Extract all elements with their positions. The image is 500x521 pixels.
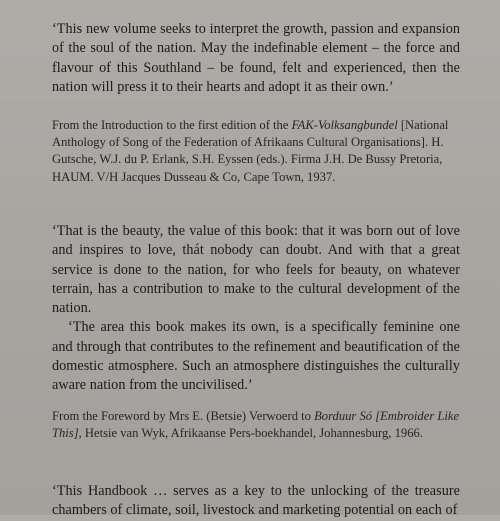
- quote-paragraph: ‘This Handbook … serves as a key to the unlocking of the treasure chambers of climate, soil, livestock and marketing potential on each of: [52, 483, 460, 519]
- quote-paragraph: ‘This new volume seeks to interpret the growth, passion and expansion of the soul of the nation. May the indefinable element – the force and flavour of this Southland – be found, felt and experienced, then the nation will press it to their hearts and adopt it as their own.’: [52, 21, 460, 95]
- citation-text: [52, 408, 460, 442]
- citation-title: Borduur Só [Embroider Like This]: [52, 409, 460, 441]
- citation-suffix: [National Anthology of Song of the Federation of Afrikaans Cultural Organisations]. H. Gutsche, W.J. du P. Erlank, S.H. Eyssen (eds.). Firma J.H. De Bussy Pretoria, HAUM. V/H Jacques Dusseau & Co, Cape Town, 1937.: [52, 118, 449, 184]
- quote-volksangbundel: [52, 20, 460, 97]
- quote-paragraph-1: ‘That is the beauty, the value of this book: that it was born out of love and inspires to love, thát nobody can doubt. And with that a great service is done to the nation, for who feels for beauty, on whatever terrain, has a contribution to make to the cultural development of the nation.: [52, 223, 460, 317]
- citation-suffix: , Hetsie van Wyk, Afrikaanse Pers-boekhandel, Johannesburg, 1966.: [78, 426, 423, 441]
- citation-title: FAK-Volksangbundel: [291, 118, 398, 132]
- citation-prefix: From the Introduction to the first edition of the: [52, 118, 292, 132]
- quote-paragraph-2: ‘The area this book makes its own, is a specifically feminine one and through that contributes to the refinement and beautification of the domestic atmosphere. Such an atmosphere distinguishes the culturally aware nation from the uncivilised.’: [52, 319, 460, 394]
- citation-prefix: From the Foreword by Mrs E. (Betsie) Verwoerd to: [52, 409, 315, 423]
- citation-text: [52, 117, 460, 186]
- source-citation-borduur-so: [52, 408, 460, 442]
- quote-borduur-so: [52, 222, 460, 396]
- source-citation-volksangbundel: [52, 117, 460, 186]
